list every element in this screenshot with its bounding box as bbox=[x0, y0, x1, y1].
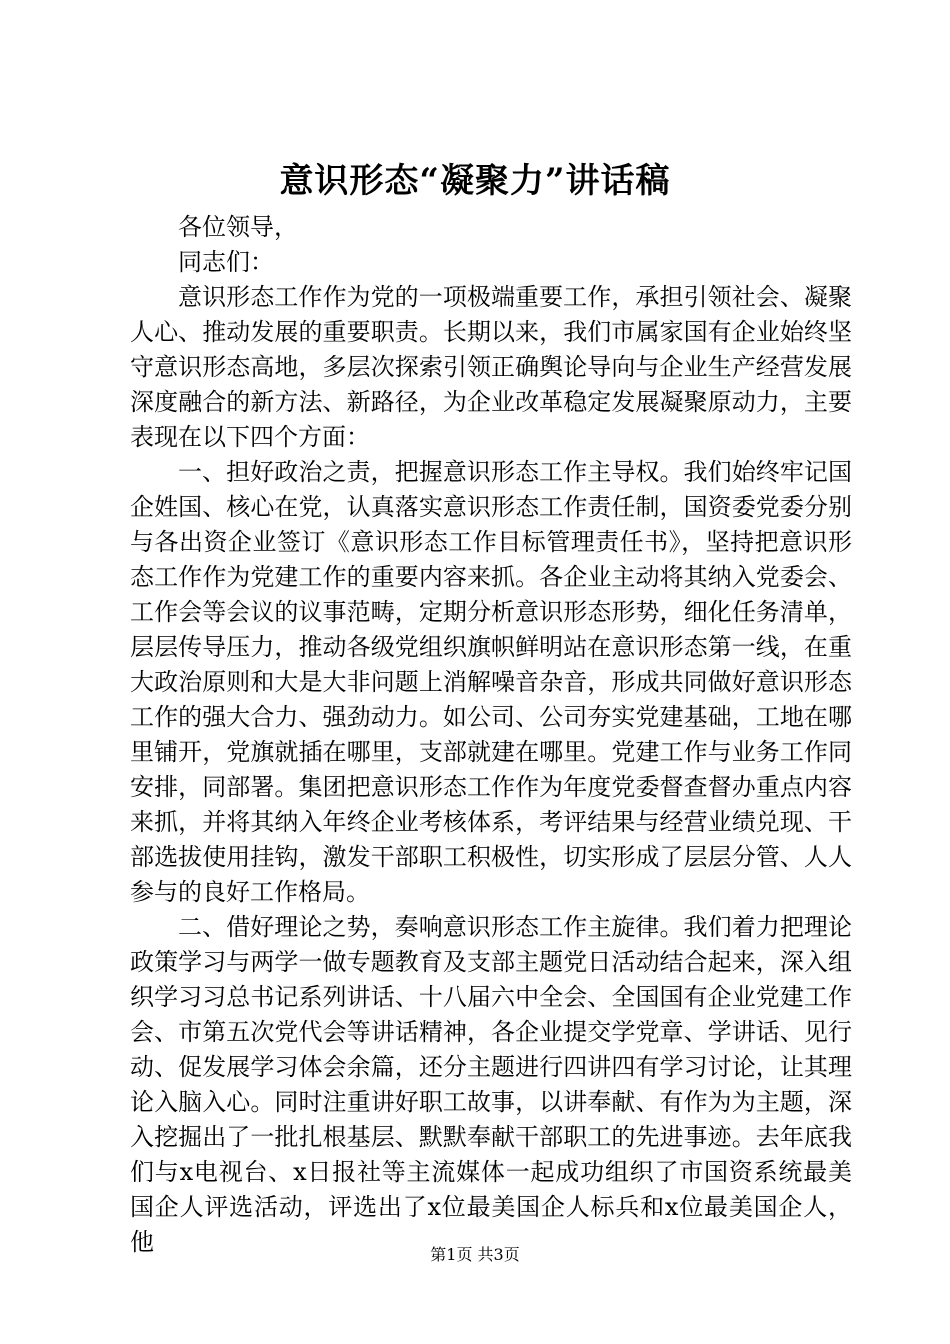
intro-paragraph: 意识形态工作作为党的一项极端重要工作，承担引领社会、凝聚人心、推动发展的重要职责。长期以来，我们市属家国有企业始终坚守意识形态高地，多层次探索引领正确舆论导向与企业生产经营发展深度融合的新方法、新路径，为企业改革稳定发展凝聚原动力，主要表现在以下四个方面： bbox=[130, 283, 852, 451]
salutation-leaders: 各位领导， bbox=[178, 213, 298, 241]
section-two-paragraph: 二、借好理论之势，奏响意识形态工作主旋律。我们着力把理论政策学习与两学一做专题教育及支部主题党日活动结合起来，深入组织学习习总书记系列讲话、十八届六中全会、全国国有企业党建工作会、市第五次党代会等讲话精神，各企业提交学党章、学讲话、见行动、促发展学习体会余篇，还分主题进行四讲四有学习讨论，让其理论入脑入心。同时注重讲好职工故事，以讲奉献、有作为为主题，深入挖掘出了一批扎根基层、默默奉献干部职工的先进事迹。去年底我们与x电视台、x日报社等主流媒体一起成功组织了市国资系统最美国企人评选活动，评选出了x位最美国企人标兵和x位最美国企人，他 bbox=[130, 913, 852, 1256]
page-footer: 第1页 共3页 bbox=[430, 1245, 520, 1264]
document-body bbox=[130, 210, 852, 1260]
document-title: 意识形态“凝聚力”讲话稿 bbox=[279, 161, 671, 201]
salutation-comrades: 同志们： bbox=[178, 248, 274, 276]
section-one-paragraph: 一、担好政治之责，把握意识形态工作主导权。我们始终牢记国企姓国、核心在党，认真落实意识形态工作责任制，国资委党委分别与各出资企业签订《意识形态工作目标管理责任书》，坚持把意识形态工作作为党建工作的重要内容来抓。各企业主动将其纳入党委会、工作会等会议的议事范畴，定期分析意识形态形势，细化任务清单，层层传导压力，推动各级党组织旗帜鲜明站在意识形态第一线，在重大政治原则和大是大非问题上消解噪音杂音，形成共同做好意识形态工作的强大合力、强劲动力。如公司、公司夯实党建基础，工地在哪里铺开，党旗就插在哪里，支部就建在哪里。党建工作与业务工作同安排，同部署。集团把意识形态工作作为年度党委督查督办重点内容来抓，并将其纳入年终企业考核体系，考评结果与经营业绩兑现、干部选拔使用挂钩，激发干部职工积极性，切实形成了层层分管、人人参与的良好工作格局。 bbox=[130, 458, 852, 906]
